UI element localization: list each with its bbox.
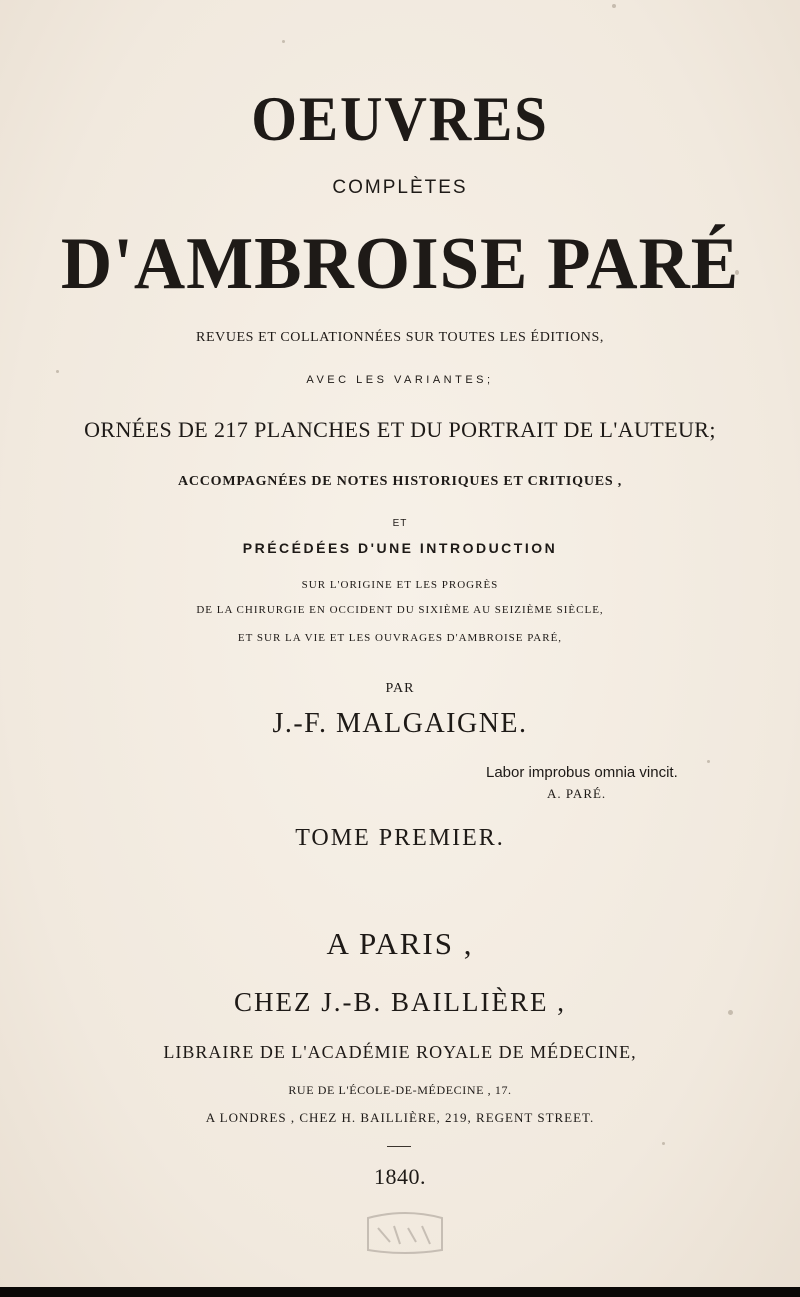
title-author: D'AMBROISE PARÉ [60,223,740,305]
title-oeuvres: OEUVRES [251,83,549,154]
introduction-line-2: DE LA CHIRURGIE EN OCCIDENT DU SIXIÈME AU SEIZIÈME SIÈCLE, [196,604,604,616]
foxing-spot [56,370,59,373]
subtitle-avec: AVEC LES VARIANTES; [306,374,494,386]
subtitle-revues: REVUES ET COLLATIONNÉES SUR TOUTES LES ÉDITIONS, [196,330,604,345]
introduction-line-1: SUR L'ORIGINE ET LES PROGRÈS [301,579,499,591]
by-label: PAR [385,681,415,696]
epigraph-author: A. PARÉ. [547,786,607,801]
imprint-libraire: LIBRAIRE DE L'ACADÉMIE ROYALE DE MÉDECINE, [163,1042,637,1062]
divider-rule [387,1146,411,1147]
page-bottom-edge [0,1287,800,1297]
library-stamp-icon [360,1206,450,1258]
subtitle-et: ET [392,518,408,529]
editor-name: J.-F. MALGAIGNE. [272,708,528,739]
introduction-line-3: ET SUR LA VIE ET LES OUVRAGES D'AMBROISE PARÉ, [237,632,563,644]
imprint-year: 1840. [374,1164,426,1189]
foxing-spot [662,1142,665,1145]
foxing-spot [707,760,710,763]
volume-label: TOME PREMIER. [295,825,505,851]
foxing-spot [612,4,616,8]
imprint-publisher: CHEZ J.-B. BAILLIÈRE , [234,987,566,1017]
epigraph-motto: Labor improbus omnia vincit. [486,764,678,781]
subtitle-precedees: PRÉCÉDÉES D'UNE INTRODUCTION [242,540,558,556]
title-completes: COMPLÈTES [332,177,468,198]
imprint-london: A LONDRES , CHEZ H. BAILLIÈRE, 219, REGENT STREET. [205,1110,595,1125]
foxing-spot [282,40,285,43]
subtitle-ornees: ORNÉES DE 217 PLANCHES ET DU PORTRAIT DE L'AUTEUR; [84,417,716,442]
subtitle-accompagnees: ACCOMPAGNÉES DE NOTES HISTORIQUES ET CRITIQUES , [177,474,623,489]
imprint-city: A PARIS , [326,926,474,961]
imprint-address: RUE DE L'ÉCOLE-DE-MÉDECINE , 17. [288,1083,512,1097]
